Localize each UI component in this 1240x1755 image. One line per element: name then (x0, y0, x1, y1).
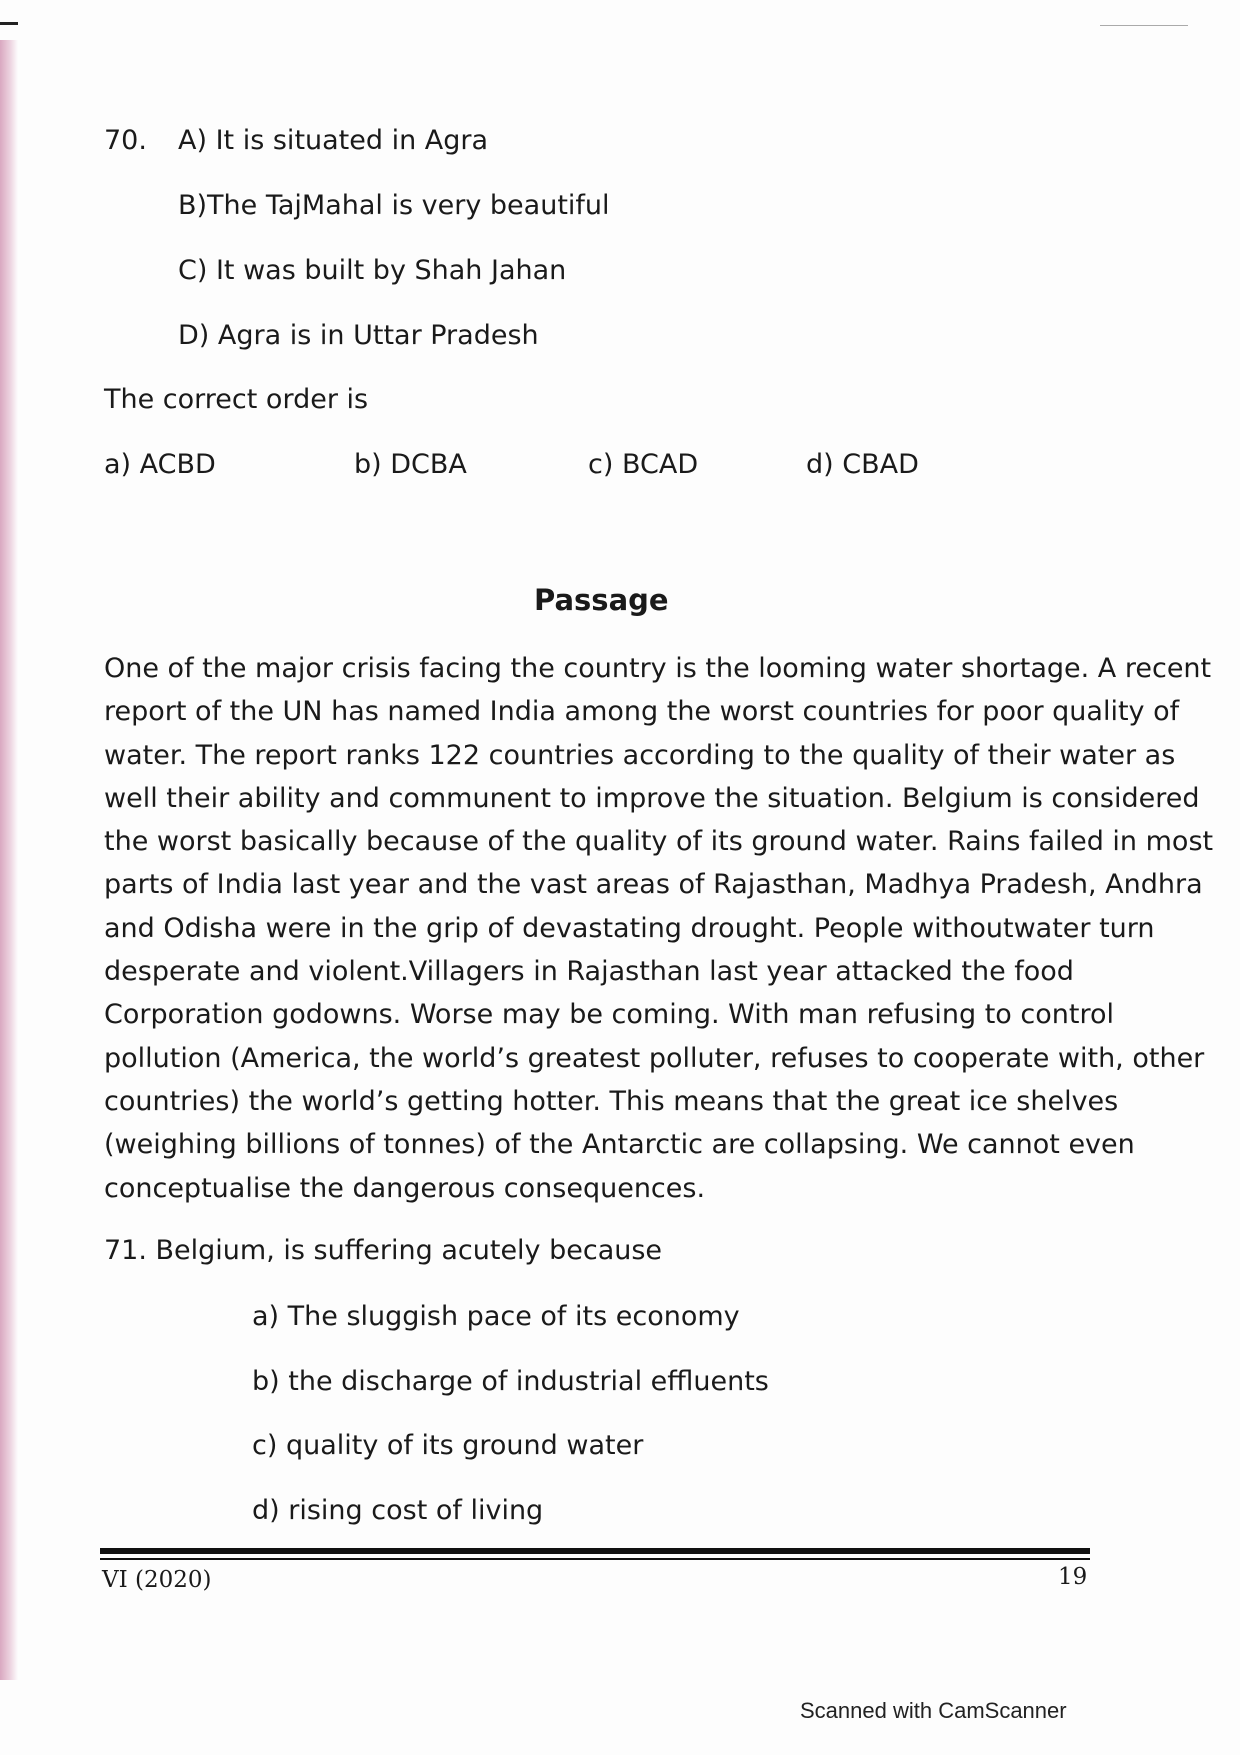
option-a: a) The sluggish pace of its economy (252, 1301, 740, 1332)
footer-rule (100, 1548, 1090, 1554)
option-c: c) quality of its ground water (252, 1430, 644, 1461)
option-b: b) the discharge of industrial effluents (252, 1366, 769, 1397)
passage-line: desperate and violent.Villagers in Rajasthan last year attacked the food (104, 956, 1074, 988)
passage-line: pollution (America, the world’s greatest polluter, refuses to cooperate with, other (104, 1042, 1205, 1074)
passage-heading: Passage (534, 583, 669, 617)
passage-line: the worst basically because of the quality of its ground water. Rains failed in most (104, 826, 1214, 858)
question-stem: 71. Belgium, is suffering acutely because (104, 1235, 663, 1266)
passage-line: One of the major crisis facing the country is the looming water shortage. A recent (104, 653, 1212, 684)
passage-line: report of the UN has named India among the worst countries for poor quality of (104, 696, 1180, 728)
paper-code: VI (2020) (102, 1567, 212, 1593)
passage-line: well their ability and communent to improve the situation. Belgium is considered (104, 782, 1200, 814)
passage-body (104, 647, 1214, 1210)
passage-line: Corporation godowns. Worse may be coming. With man refusing to control (104, 999, 1114, 1031)
question-prompt: The correct order is (104, 384, 369, 415)
option-b: b) DCBA (354, 449, 467, 480)
page-number: 19 (1058, 1564, 1088, 1590)
option-d: d) rising cost of living (252, 1495, 544, 1526)
scan-top-mark (1100, 25, 1188, 26)
option-d: d) CBAD (806, 449, 919, 480)
footer-rule-thin (100, 1558, 1090, 1560)
scan-edge-shadow (0, 40, 18, 1680)
passage-line: parts of India last year and the vast areas of Rajasthan, Madhya Pradesh, Andhra (104, 869, 1203, 901)
passage-line: (weighing billions of tonnes) of the Antarctic are collapsing. We cannot even (104, 1129, 1135, 1161)
scan-corner-mark (0, 22, 18, 25)
statement-d: D) Agra is in Uttar Pradesh (178, 320, 539, 351)
statement-c: C) It was built by Shah Jahan (178, 255, 567, 286)
statement-a: A) It is situated in Agra (178, 125, 489, 156)
passage-line: and Odisha were in the grip of devastating drought. People withoutwater turn (104, 912, 1155, 944)
passage-line: water. The report ranks 122 countries according to the quality of their water as (104, 739, 1176, 771)
option-a: a) ACBD (104, 449, 216, 480)
option-c: c) BCAD (588, 449, 699, 480)
question-number: 70. (104, 125, 147, 156)
scanner-watermark: Scanned with CamScanner (800, 1698, 1067, 1723)
statement-b: B)The TajMahal is very beautiful (178, 190, 610, 221)
passage-line: conceptualise the dangerous consequences. (104, 1172, 706, 1204)
passage-line: countries) the world’s getting hotter. This means that the great ice shelves (104, 1085, 1119, 1117)
